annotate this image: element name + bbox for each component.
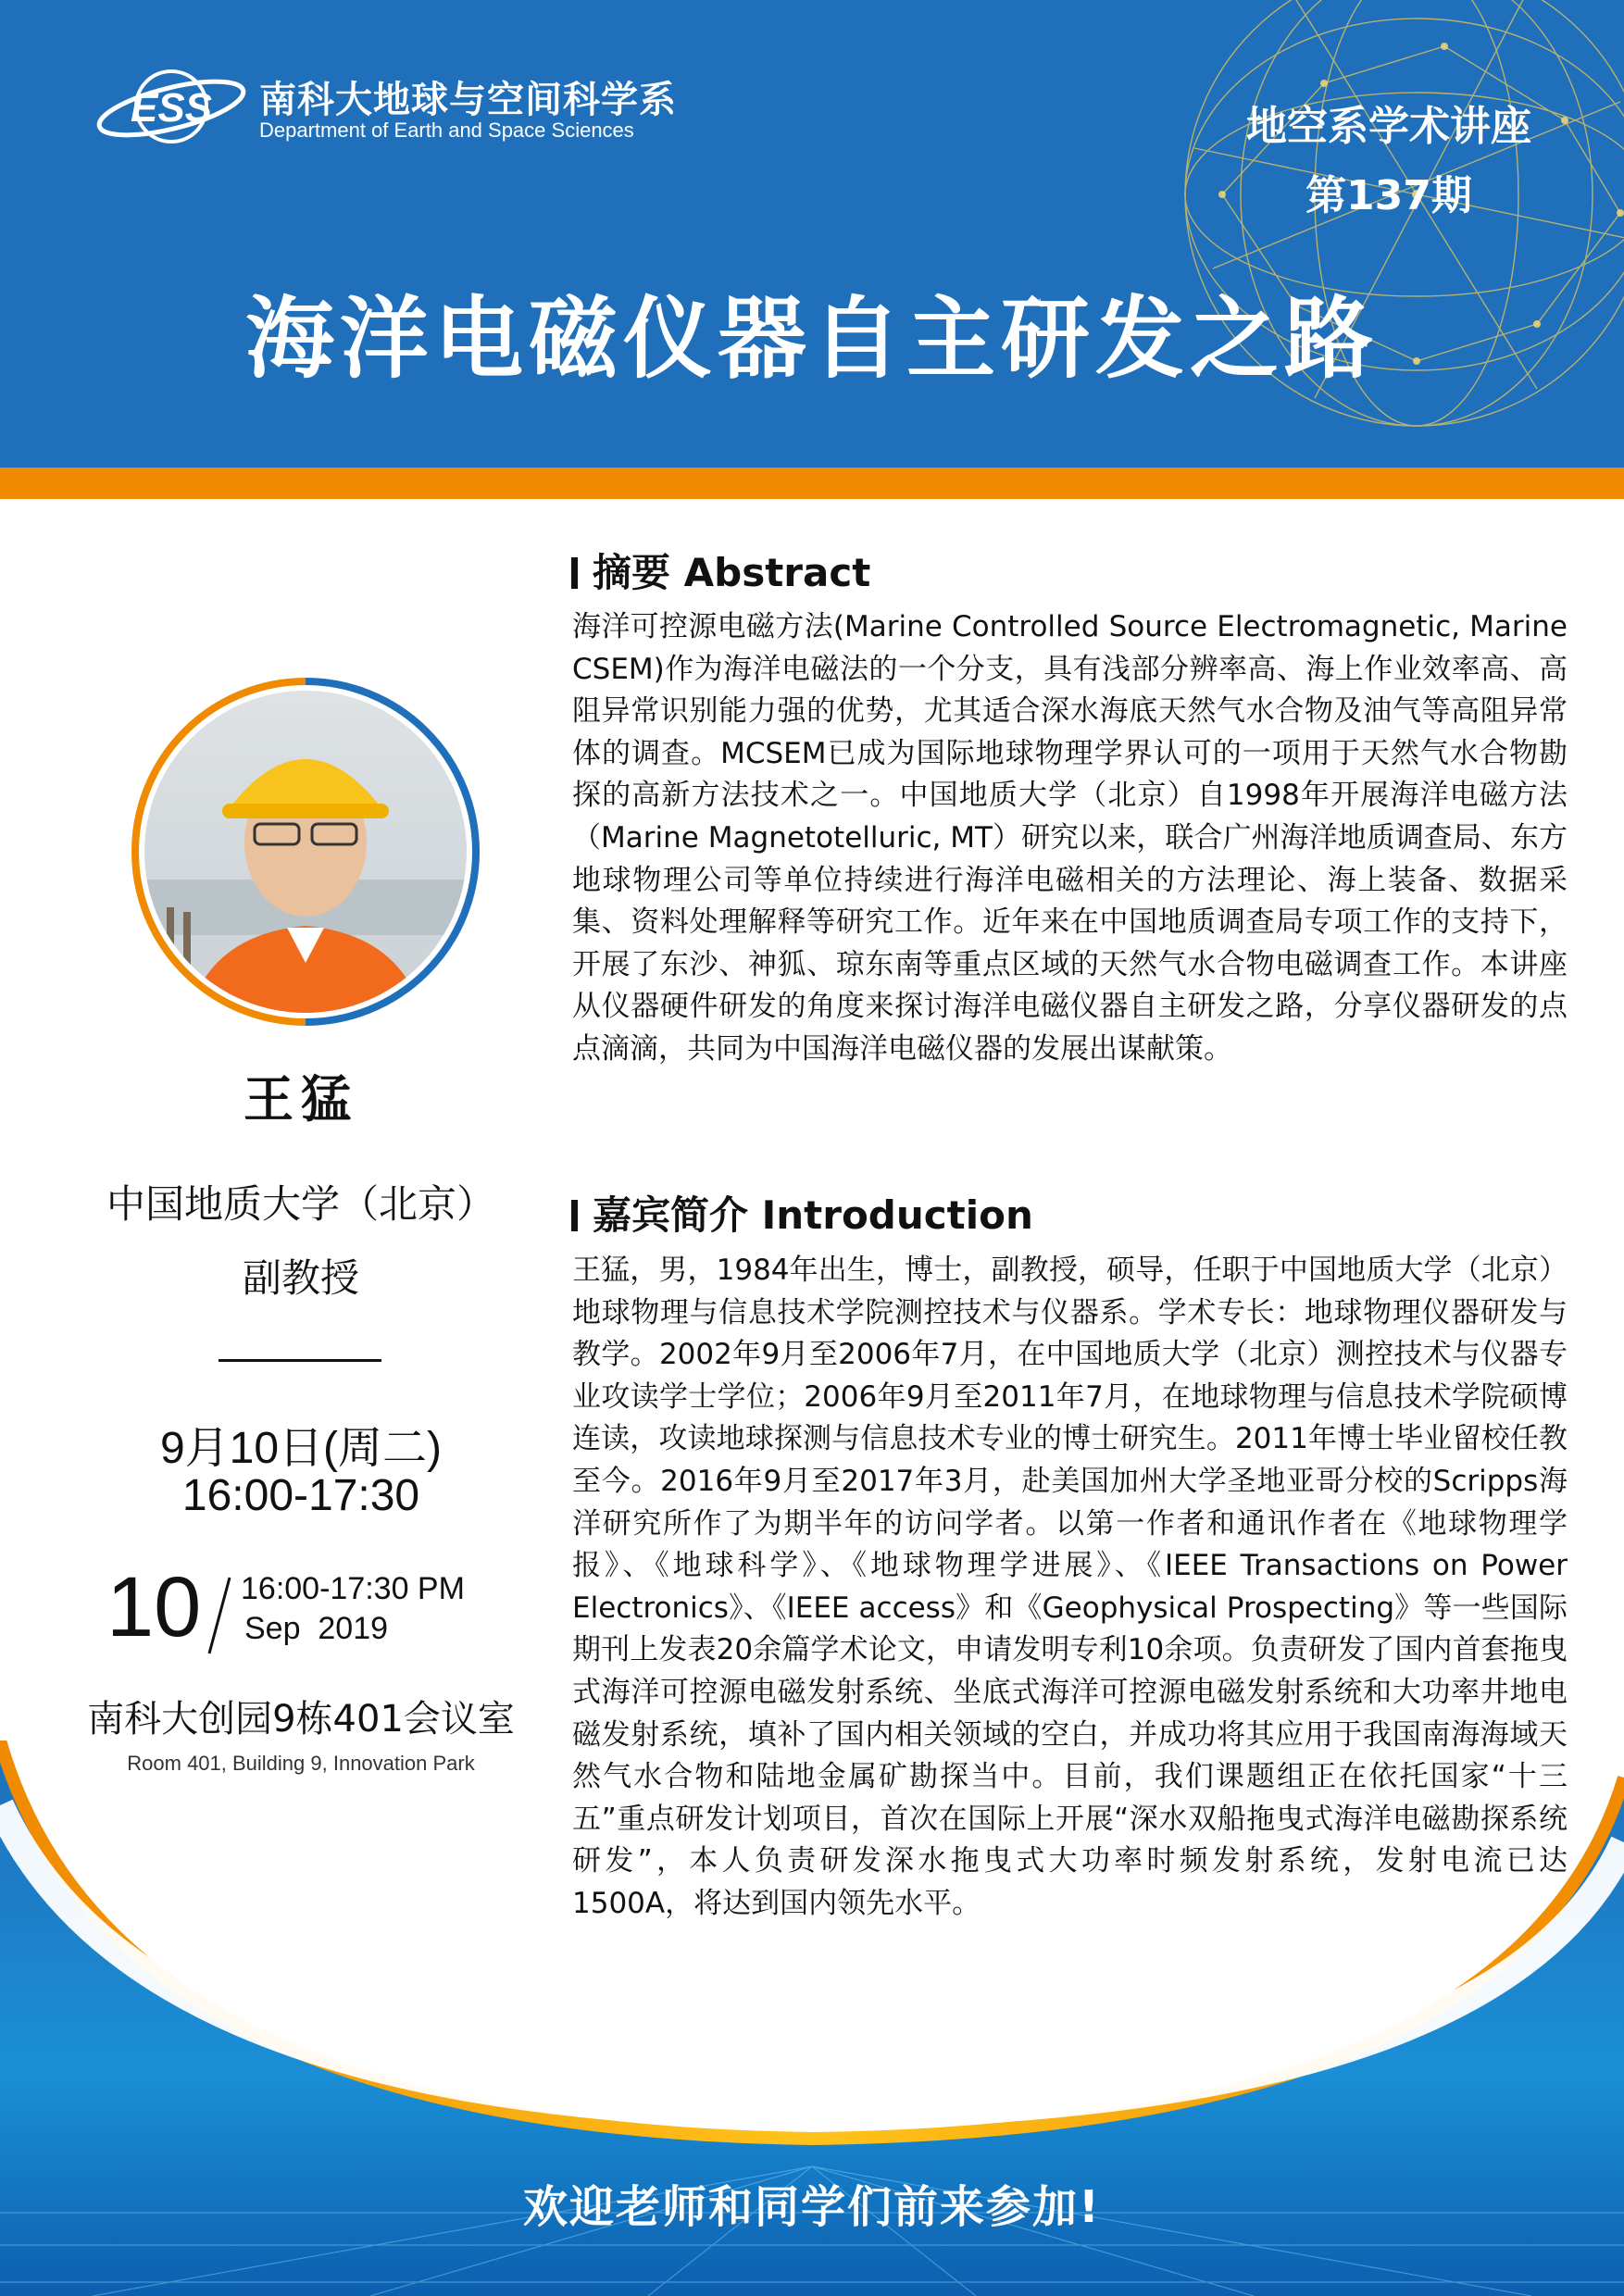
heading-bar-icon [571,1200,578,1231]
lecture-date-en: Sep 2019 [244,1611,389,1646]
abstract-paragraph: 海洋可控源电磁方法(Marine Controlled Source Electromagnetic, Marine CSEM)作为海洋电磁法的一个分支，具有浅部分辨率高、海上作业效率高、高阻异常识别能力强的优势，尤其适合深水海底天然气水合物及油气等高阻异常体的调查。MCSEM已成为国际地球物理学界认可的一项用于天然气水合物勘探的高新方法技术之一。中国地质大学（北京）自1998年开展海洋电磁方法（Marine Magnetotelluric, MT）研究以来，联合广州海洋地质调查局、东方地球物理公司等单位持续进行海洋电磁相关的方法理论、海上装备、数据采集、资料处理解释等研究工作。近年来在中国地质调查局专项工作的支持下，开展了东沙、神狐、琼东南等重点区域的天然气水合物电磁调查工作。本讲座从仪器硬件研发的角度来探讨海洋电磁仪器自主研发之路，分享仪器研发的点点滴滴，共同为中国海洋电磁仪器的发展出谋献策。 [572,610,1568,1066]
department-logo [93,60,250,153]
lecture-title: 海洋电磁仪器自主研发之路 [245,287,1379,391]
speaker-name: 王猛 [244,1070,358,1129]
abstract-heading-text: 摘要 Abstract [593,550,871,595]
department-name-cn: 南科大地球与空间科学系 [259,79,677,121]
header-banner [0,0,1624,468]
speaker-portrait [130,676,481,1028]
speaker-position: 副教授 [242,1255,359,1301]
slash-separator [206,1574,233,1657]
logo-letters: ESS [130,85,213,131]
orange-divider-bar [0,468,1624,499]
department-name-en: Department of Earth and Space Sciences [259,119,634,142]
lecture-time-cn: 16:00-17:30 [181,1471,420,1520]
venue-cn: 南科大创园9栋401会议室 [87,1698,515,1741]
speaker-affiliation: 中国地质大学（北京） [106,1181,495,1227]
abstract-heading [571,543,870,598]
lecture-time-en: 16:00-17:30 PM [241,1571,465,1606]
welcome-message: 欢迎老师和同学们前来参加! [523,2181,1101,2233]
heading-bar-icon [571,557,578,589]
lecture-series-name: 地空系学术讲座 [1246,103,1531,150]
introduction-heading-text: 嘉宾简介 Introduction [593,1192,1033,1238]
lecture-date-cn: 9月10日(周二) [159,1424,443,1473]
venue-en: Room 401, Building 9, Innovation Park [127,1752,475,1775]
introduction-paragraph: 王猛，男，1984年出生，博士，副教授，硕导，任职于中国地质大学（北京）地球物理与信息技术学院测控技术与仪器系。学术专长：地球物理仪器研发与教学。2002年9月至2006年7月，在中国地质大学（北京）测控技术与仪器专业攻读学士学位；2006年9月至2011年7月，在地球物理与信息技术学院硕博连读，攻读地球探测与信息技术专业的博士研究生。2011年博士毕业留校任教至今。2016年9月至2017年3月，赴美国加州大学圣地亚哥分校的Scripps海洋研究所作了为期半年的访问学者。以第一作者和通讯作者在《地球物理学报》、《地球科学》、《地球物理学进展》、《IEEE Transactions on Power Electronics》、《IEEE access》和《Geophysical Prospecting》等一些国际期刊上发表20余篇学术论文，申请发明专利10余项。负责研发了国内首套拖曳式海洋可控源电磁发射系统、坐底式海洋可控源电磁发射系统和大功率井地电磁发射系统，填补了国内相关领域的空白，并成功将其应用于我国南海海域天然气水合物和陆地金属矿勘探当中。目前，我们课题组正在依托国家“十三五”重点研发计划项目，首次在国际上开展“深水双船拖曳式海洋电磁勘探系统研发”，本人负责研发深水拖曳式大功率时频发射系统，发射电流已达1500A，将达到国内领先水平。 [572,1254,1568,1920]
divider-line [219,1359,381,1362]
introduction-heading [571,1185,1033,1241]
lecture-day-number: 10 [106,1560,202,1654]
lecture-issue-number: 第137期 [1305,172,1472,219]
globe-network-graphic [1139,0,1624,468]
